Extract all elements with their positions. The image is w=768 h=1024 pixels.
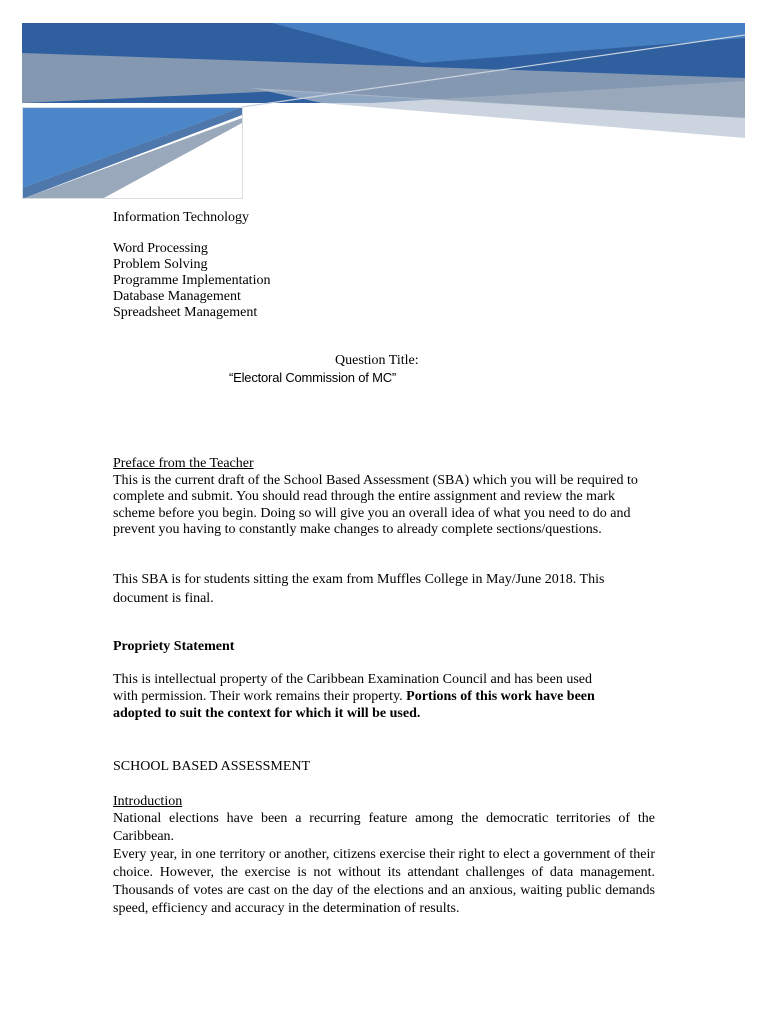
propriety-heading: Propriety Statement (113, 639, 235, 654)
preface-line: scheme before you begin. Doing so will give you an overall idea of what you need to do and (113, 506, 631, 521)
preface-line: complete and submit. You should read through the entire assignment and review the mark (113, 489, 615, 504)
introduction-line: speed, efficiency and accuracy in the determination of results. (113, 901, 460, 916)
preface-line: This is the current draft of the School Based Assessment (SBA) which you will be required to (113, 473, 638, 488)
propriety-line (113, 689, 595, 705)
introduction-body (113, 810, 655, 918)
propriety-line: This is intellectual property of the Caribbean Examination Council and has been used (113, 672, 592, 687)
introduction-line: choice. However, the exercise is not without its attendant challenges of data management. (113, 865, 655, 880)
exam-note-line: This SBA is for students sitting the exam from Muffles College in May/June 2018. This (113, 572, 605, 587)
introduction-line: National elections have been a recurring feature among the democratic territories of the Caribbean. (113, 811, 655, 844)
header-banner-graphic (22, 23, 745, 199)
propriety-line-bold: Portions of this work have been (406, 689, 595, 704)
question-title: “Electoral Commission of MC” (229, 370, 397, 385)
question-title-label: Question Title: (335, 353, 419, 368)
introduction-line: Thousands of votes are cast on the day of the elections and an anxious, waiting public demands (113, 883, 655, 898)
topic-item: Database Management (113, 289, 241, 304)
topic-item: Problem Solving (113, 257, 208, 272)
topic-item: Programme Implementation (113, 273, 271, 288)
topic-item: Word Processing (113, 241, 208, 256)
preface-line: prevent you having to constantly make changes to already complete sections/questions. (113, 522, 602, 537)
exam-note-line: document is final. (113, 591, 214, 606)
preface-heading: Preface from the Teacher (113, 456, 254, 471)
subject-heading: Information Technology (113, 210, 250, 225)
propriety-line-plain: with permission. Their work remains their property. (113, 689, 407, 704)
introduction-line: Every year, in one territory or another, citizens exercise their right to elect a government of their (113, 847, 655, 862)
propriety-line-bold: adopted to suit the context for which it will be used. (113, 706, 421, 721)
introduction-heading: Introduction (113, 794, 183, 809)
sba-heading: SCHOOL BASED ASSESSMENT (113, 759, 311, 774)
topic-item: Spreadsheet Management (113, 305, 258, 320)
